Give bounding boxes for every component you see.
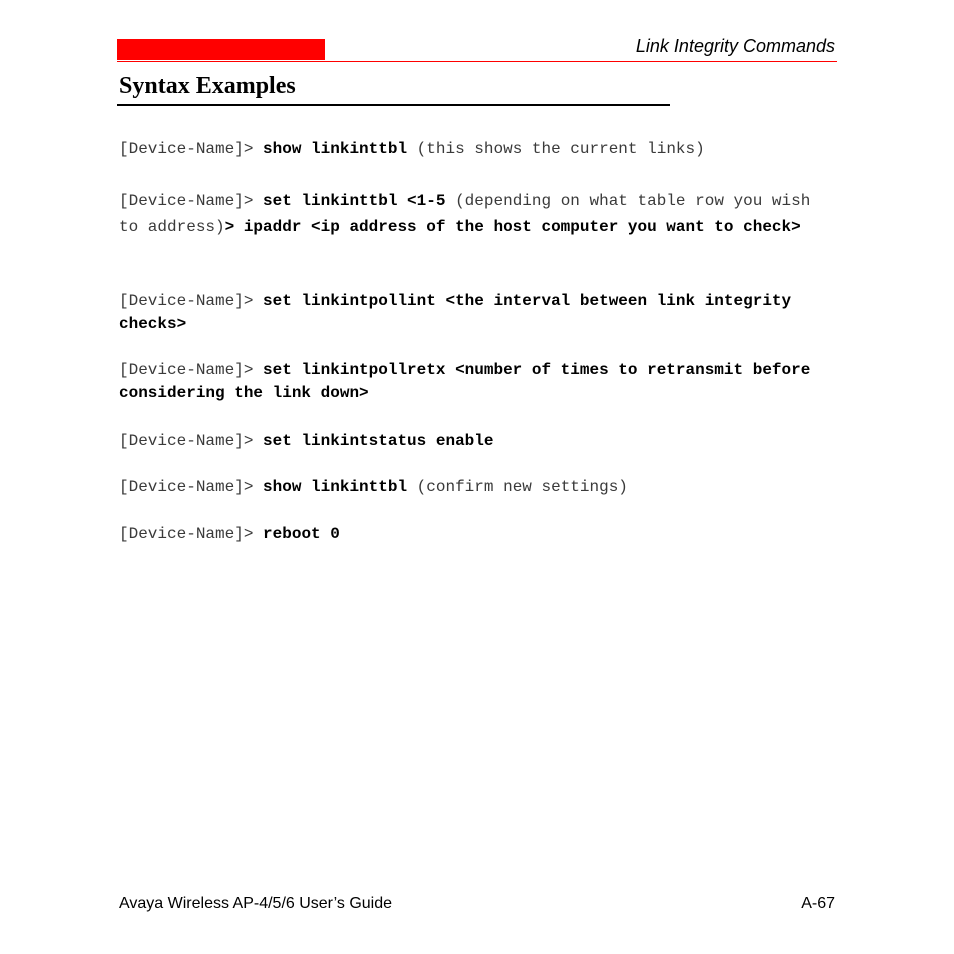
command-example-3 (119, 290, 834, 336)
prompt: [Device-Name]> (119, 192, 254, 210)
command-example-1 (119, 136, 834, 162)
command-note: (depending on what table row you wish to address) (119, 192, 811, 236)
command-text: set linkintpollretx <number of times to retransmit before considering the link down> (119, 361, 811, 402)
command-example-5 (119, 428, 834, 454)
command-text: show linkinttbl (263, 478, 408, 496)
command-text: show linkinttbl (263, 140, 408, 158)
prompt: [Device-Name]> (119, 361, 254, 379)
prompt: [Device-Name]> (119, 292, 254, 310)
command-text: set linkinttbl <1-5 (263, 192, 446, 210)
command-text: set linkintpollint <the interval between link integrity checks> (119, 292, 792, 333)
footer-guide-title: Avaya Wireless AP-4/5/6 User’s Guide (119, 895, 393, 912)
command-note: (confirm new settings) (416, 478, 628, 496)
command-example-4 (119, 359, 834, 405)
footer-page-number: A-67 (801, 895, 835, 912)
command-example-6 (119, 474, 834, 500)
command-text: set linkintstatus enable (263, 432, 494, 450)
header-rule (117, 61, 837, 62)
header-accent-bar (117, 39, 325, 60)
running-head: Link Integrity Commands (635, 36, 835, 56)
command-text: reboot 0 (263, 525, 340, 543)
prompt: [Device-Name]> (119, 432, 254, 450)
prompt: [Device-Name]> (119, 140, 254, 158)
command-example-2 (119, 188, 834, 240)
prompt: [Device-Name]> (119, 478, 254, 496)
command-text-continued: > ipaddr <ip address of the host computer you want to check> (224, 218, 801, 236)
command-note: (this shows the current links) (416, 140, 705, 158)
command-example-7 (119, 521, 834, 547)
prompt: [Device-Name]> (119, 525, 254, 543)
title-underline (117, 104, 670, 106)
section-title: Syntax Examples (119, 73, 296, 99)
